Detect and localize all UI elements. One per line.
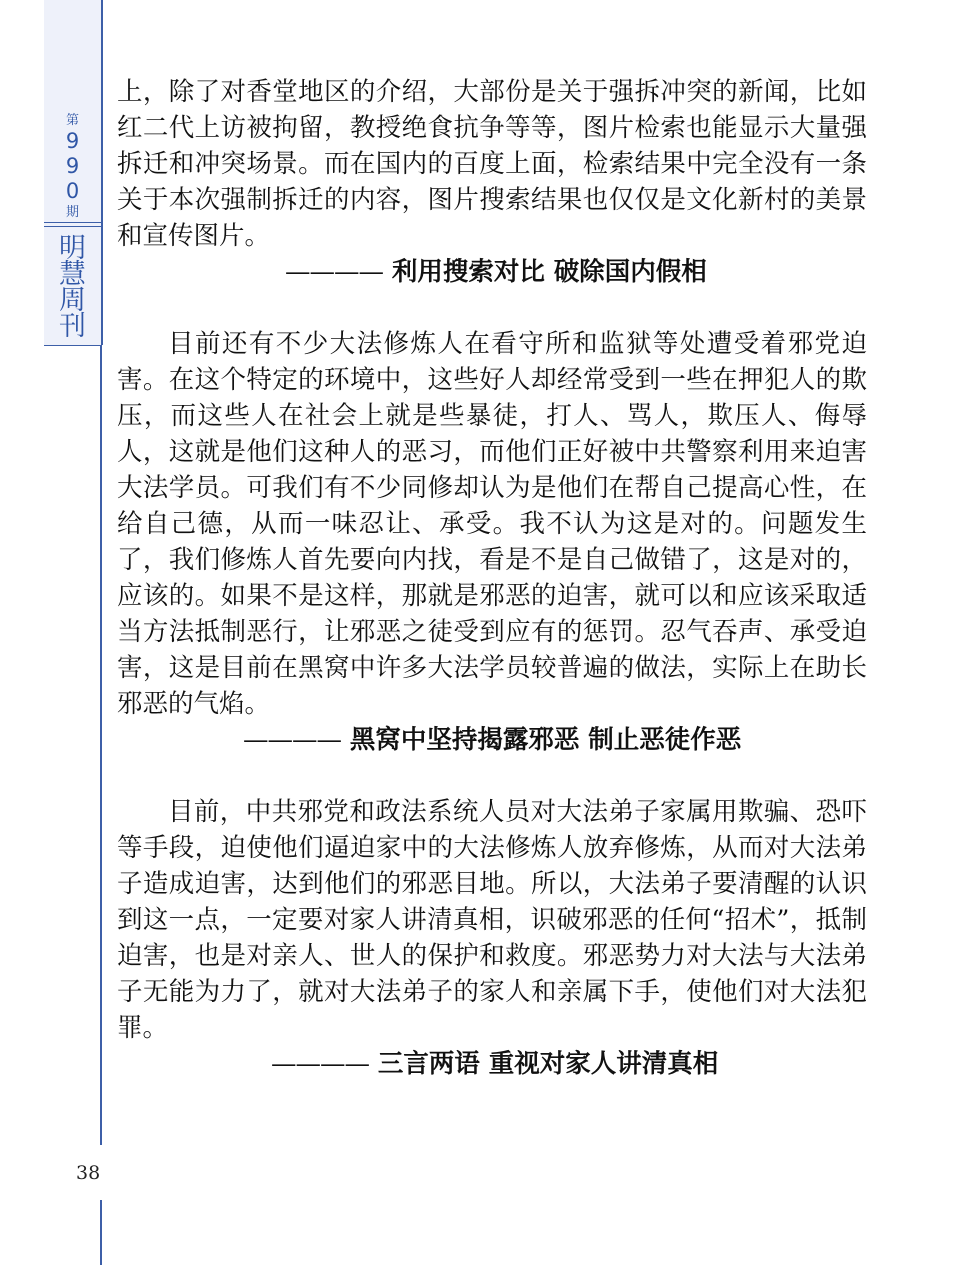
magazine-title-char: 刊 [59, 311, 86, 342]
article-body [117, 74, 867, 1082]
magazine-title-char: 慧 [59, 259, 86, 290]
byline-dash: ———— [271, 1049, 369, 1079]
byline-text: 利用搜索对比 破除国内假相 [383, 257, 707, 287]
issue-digit: 0 [65, 179, 80, 203]
magazine-title-char: 周 [59, 285, 86, 316]
sidebar-divider [44, 226, 101, 227]
paragraph: 上，除了对香堂地区的介绍，大部份是关于强拆冲突的新闻，比如红二代上访被拘留，教授绝食抗争等等，图片检索也能显示大量强拆迁和冲突场景。而在国内的百度上面，检索结果中完全没有一条关于本次强制拆迁的内容，图片搜索结果也仅仅是文化新村的美景和宣传图片。 [117, 77, 867, 251]
paragraph: 目前，中共邪党和政法系统人员对大法弟子家属用欺骗、恐吓等手段，迫使他们逼迫家中的大法修炼人放弃修炼，从而对大法弟子造成迫害，达到他们的邪恶目地。所以，大法弟子要清醒的认识到这一点，一定要对家人讲清真相，识破邪恶的任何“招术”，抵制迫害，也是对亲人、世人的保护和救度。邪恶势力对大法与大法弟子无能为力了，就对大法弟子的家人和亲属下手，使他们对大法犯罪。 [117, 797, 867, 1043]
sidebar-rule-vertical [100, 345, 102, 1145]
byline [117, 722, 867, 758]
issue-number [44, 112, 101, 221]
byline [117, 254, 867, 290]
byline-text: 黑窝中坚持揭露邪恶 制止恶徒作恶 [341, 725, 742, 755]
spacer [117, 290, 867, 326]
paragraph: 目前还有不少大法修炼人在看守所和监狱等处遭受着邪党迫害。在这个特定的环境中，这些好人却经常受到一些在押犯人的欺压，而这些人在社会上就是些暴徒，打人、骂人，欺压人、侮辱人，这就是他们这种人的恶习，而他们正好被中共警察利用来迫害大法学员。可我们有不少同修却认为是他们在帮自己提高心性，在给自己德，从而一味忍让、承受。我不认为这是对的。问题发生了，我们修炼人首先要向内找，看是不是自己做错了，这是对的，应该的。如果不是这样，那就是邪恶的迫害，就可以和应该采取适当方法抵制恶行，让邪恶之徒受到应有的惩罚。忍气吞声、承受迫害，这是目前在黑窝中许多大法学员较普遍的做法，实际上在助长邪恶的气焰。 [117, 329, 867, 719]
sidebar-divider [44, 222, 101, 223]
byline [117, 1046, 867, 1082]
issue-digit: 9 [65, 154, 80, 178]
issue-digit: 9 [65, 129, 80, 153]
sidebar-rule-vertical-lower [100, 1200, 102, 1265]
byline-dash: ———— [243, 725, 341, 755]
magazine-title [44, 233, 101, 342]
magazine-title-char: 明 [59, 233, 86, 264]
byline-dash: ———— [285, 257, 383, 287]
issue-prefix: 第 [65, 113, 79, 128]
byline-text: 三言两语 重视对家人讲清真相 [369, 1049, 719, 1079]
spacer [117, 758, 867, 794]
sidebar-divider [44, 345, 101, 346]
page-number: 38 [76, 1162, 101, 1184]
issue-suffix: 期 [65, 205, 79, 220]
